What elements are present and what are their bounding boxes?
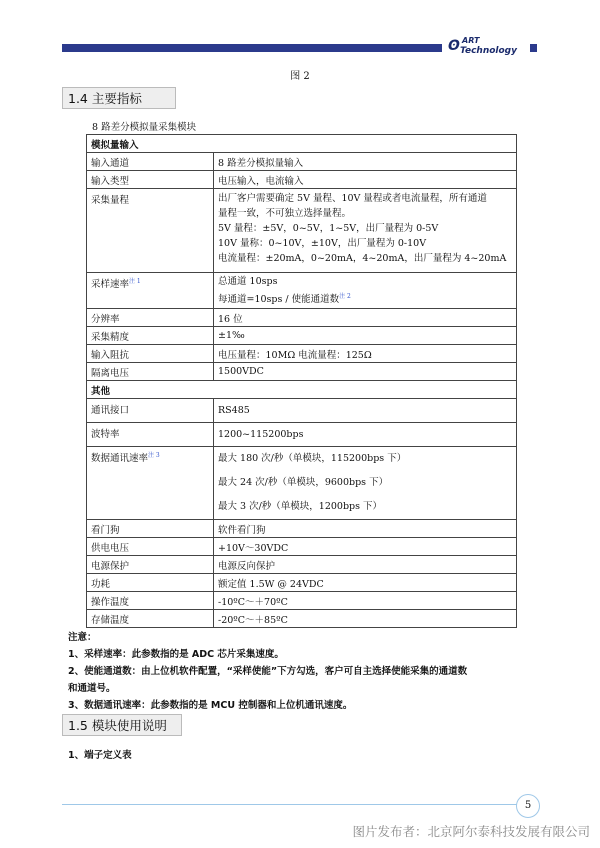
rate-line: 总通道 10sps [218,275,278,287]
table-row [87,171,517,189]
spec-key [87,273,214,309]
spec-key: 存储温度 [87,610,214,628]
spec-key: 看门狗 [87,520,214,538]
range-line: 电流量程：±20mA，0~20mA，4~20mA，出厂量程为 4~20mA [218,253,507,264]
rate-note-ref-2: 注 2 [339,292,351,300]
spec-value: 1200~115200bps [214,423,517,447]
spec-value [214,273,517,309]
logo-mark-icon: ʘ [448,38,460,54]
section-heading-1-5: 1.5 模块使用说明 [62,714,182,736]
table-row [87,610,517,628]
comm-label: 数据通讯速率 [91,453,149,465]
spec-value: 16 位 [214,309,517,327]
table-row [87,327,517,345]
note-2-cont: 和通道号。 [68,683,116,694]
table-row [87,189,517,273]
spec-value: 电压输入，电流输入 [214,171,517,189]
section-heading-1-4: 1.4 主要指标 [62,87,176,109]
spec-key: 功耗 [87,574,214,592]
group-analog-input: 模拟量输入 [87,135,517,153]
table-row [87,345,517,363]
spec-value: 额定值 1.5W @ 24VDC [214,574,517,592]
spec-key: 输入类型 [87,171,214,189]
spec-key: 采集量程 [87,189,214,273]
note-1: 1、采样速率：此参数指的是 ADC 芯片采集速度。 [68,649,284,660]
table-row [87,574,517,592]
range-line: 量程一致，不可独立选择量程。 [218,208,352,219]
range-line: 出厂客户需要确定 5V 量程、10V 量程或者电流量程，所有通道 [218,193,487,204]
table-row [87,273,517,309]
range-line: 10V 量称：0~10V，±10V，出厂量程为 0-10V [218,238,427,249]
header-bar-end [530,44,537,52]
figure-caption: 图 2 [290,71,310,82]
table-row [87,309,517,327]
spec-value: 电压量程：10MΩ 电流量程：125Ω [214,345,517,363]
spec-table [86,134,517,628]
spec-key: 输入通道 [87,153,214,171]
spec-value: +10V～30VDC [214,538,517,556]
module-subtitle: 8 路差分模拟量采集模块 [92,122,197,133]
spec-value: 电源反向保护 [214,556,517,574]
spec-value-range [214,189,517,273]
note-2: 2、使能通道数：由上位机软件配置，“采样使能”下方勾选，客户可自主选择使能采集的通道数 [68,666,468,677]
spec-key: 分辨率 [87,309,214,327]
footer-line [62,804,517,805]
table-row [87,592,517,610]
spec-value: -20ºC～＋85ºC [214,610,517,628]
comm-line: 最大 24 次/秒（单模块，9600bps 下） [218,477,389,488]
art-technology-logo [448,38,530,60]
table-row [87,423,517,447]
spec-key: 操作温度 [87,592,214,610]
spec-key: 供电电压 [87,538,214,556]
page-number: 5 [516,794,540,818]
spec-key: 波特率 [87,423,214,447]
terminal-table-heading: 1、端子定义表 [68,750,132,761]
rate-note-ref: 注 1 [129,278,141,285]
table-row [87,556,517,574]
spec-value: 软件看门狗 [214,520,517,538]
header-bar [62,44,442,52]
spec-key [87,447,214,520]
table-row [87,363,517,381]
table-row [87,520,517,538]
spec-value [214,447,517,520]
comm-note-ref: 注 3 [148,452,160,459]
table-row [87,153,517,171]
spec-key: 输入阻抗 [87,345,214,363]
table-row [87,447,517,520]
spec-value: -10ºC～＋70ºC [214,592,517,610]
notes-block [68,629,538,714]
spec-value: RS485 [214,399,517,423]
spec-key: 隔离电压 [87,363,214,381]
notes-title: 注意： [68,632,97,643]
logo-text-bottom: Technology [460,46,517,56]
rate-line [218,289,512,307]
note-3: 3、数据通讯速率：此参数指的是 MCU 控制器和上位机通讯速度。 [68,700,353,711]
spec-key: 采集精度 [87,327,214,345]
publisher-credit: 图片发布者：北京阿尔泰科技发展有限公司 [352,824,590,839]
spec-key: 电源保护 [87,556,214,574]
rate-label: 采样速率 [91,279,130,291]
table-row [87,538,517,556]
spec-key: 通讯接口 [87,399,214,423]
spec-value: 1500VDC [214,363,517,381]
group-other: 其他 [87,381,517,399]
comm-line: 最大 180 次/秒（单模块，115200bps 下） [218,453,407,464]
spec-value: ±1‰ [214,327,517,345]
spec-value: 8 路差分模拟量输入 [214,153,517,171]
rate-line-text: 每通道=10sps / 使能通道数 [218,294,340,306]
comm-line: 最大 3 次/秒（单模块，1200bps 下） [218,501,383,512]
logo-text-top: ART [462,36,480,45]
range-line: 5V 量程：±5V，0~5V，1~5V，出厂量程为 0-5V [218,223,439,234]
table-row [87,399,517,423]
